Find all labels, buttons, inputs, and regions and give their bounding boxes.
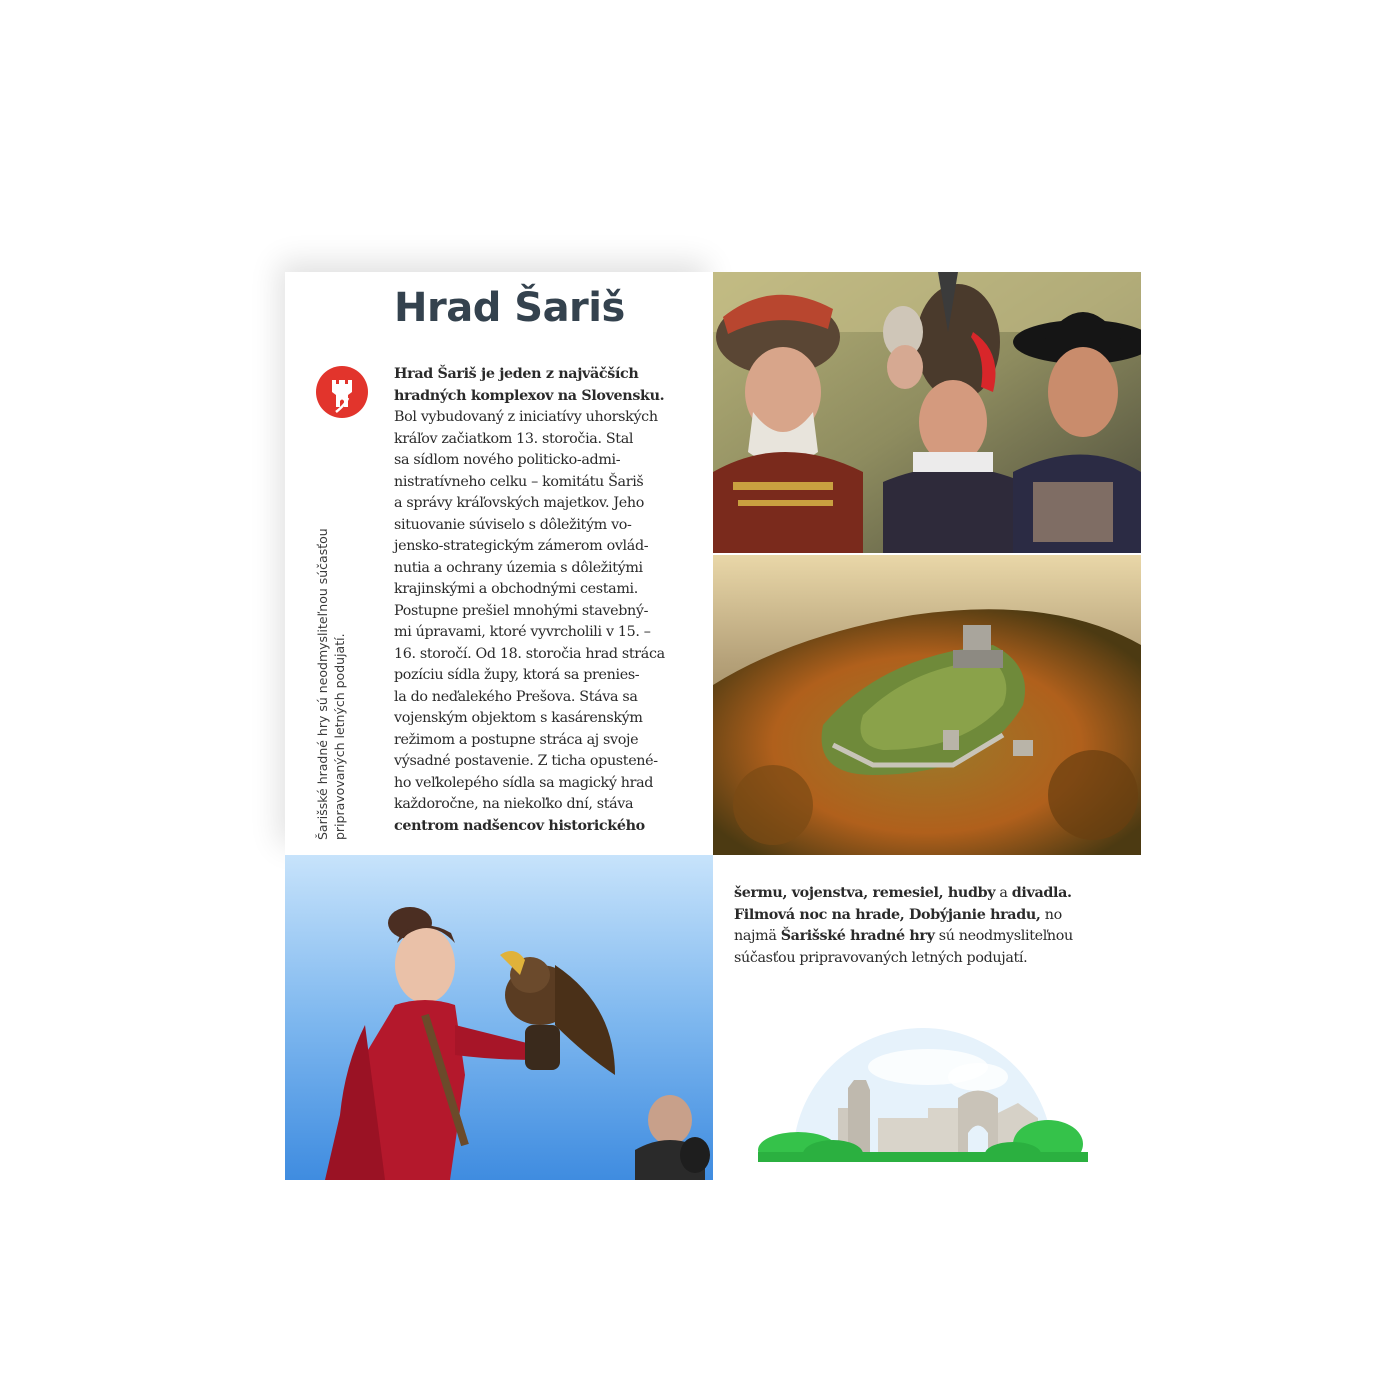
article-continuation [734,883,1134,969]
body-line: sa sídlom nového politicko-admi- [394,452,621,468]
article-body [394,364,694,837]
body-line: nistratívneho celku – komitátu Šariš [394,473,644,490]
castle-ruin-illustration [758,1022,1088,1162]
body-line: mi úpravami, ktoré vyvrcholili v 15. – [394,624,651,640]
body-line: Postupne prešiel mnohými stavebný- [394,602,649,619]
body-line: centrom nadšencov historického [394,817,645,834]
caption-line: Šarišské hradné hry sú neodmysliteľnou súčasťou [315,528,330,840]
body-line: la do neďalekého Prešova. Stáva sa [394,688,638,705]
body-line: situovanie súviselo s dôležitým vo- [394,516,632,533]
photo-castle-aerial [713,555,1141,855]
body-line: režimom a postupne stráca aj svoje [394,731,639,748]
body-line: krajinskými a obchodnými cestami. [394,581,638,597]
body-line: 16. storočí. Od 18. storočia hrad stráca [394,645,665,662]
page-title: Hrad Šariš [394,285,625,331]
body-line: ho veľkolepého sídla sa magický hrad [394,774,654,791]
castle-tower-icon [316,366,368,418]
photo-woman-eagle [285,855,713,1180]
body-line: Filmová noc na hrade, Dobýjanie hradu, no [734,906,1062,923]
body-line: a správy kráľovských majetkov. Jeho [394,495,644,511]
body-line: Hrad Šariš je jeden z najväčších [394,366,639,382]
vertical-caption [314,500,354,840]
body-line: každoročne, na niekoľko dní, stáva [394,796,634,812]
body-line: výsadné postavenie. Z ticha opustené- [394,753,658,769]
body-line: nutia a ochrany územia s dôležitými [394,559,643,576]
body-line: súčasťou pripravovaných letných podujatí. [734,949,1028,966]
body-line: Bol vybudovaný z iniciatívy uhorských [394,409,658,425]
caption-line: pripravovaných letných podujatí. [332,633,347,840]
body-line: pozíciu sídla župy, ktorá sa prenies- [394,667,640,683]
body-line: šermu, vojenstva, remesiel, hudby a divadla. [734,885,1072,901]
body-line: kráľov začiatkom 13. storočia. Stal [394,430,634,447]
body-line: hradných komplexov na Slovensku. [394,387,665,404]
photo-costumed-men [713,272,1141,553]
body-line: najmä Šarišské hradné hry sú neodmysliteľnou [734,928,1073,944]
body-line: jensko-strategickým zámerom ovlád- [394,538,649,554]
body-line: vojenským objektom s kasárenským [394,710,643,726]
